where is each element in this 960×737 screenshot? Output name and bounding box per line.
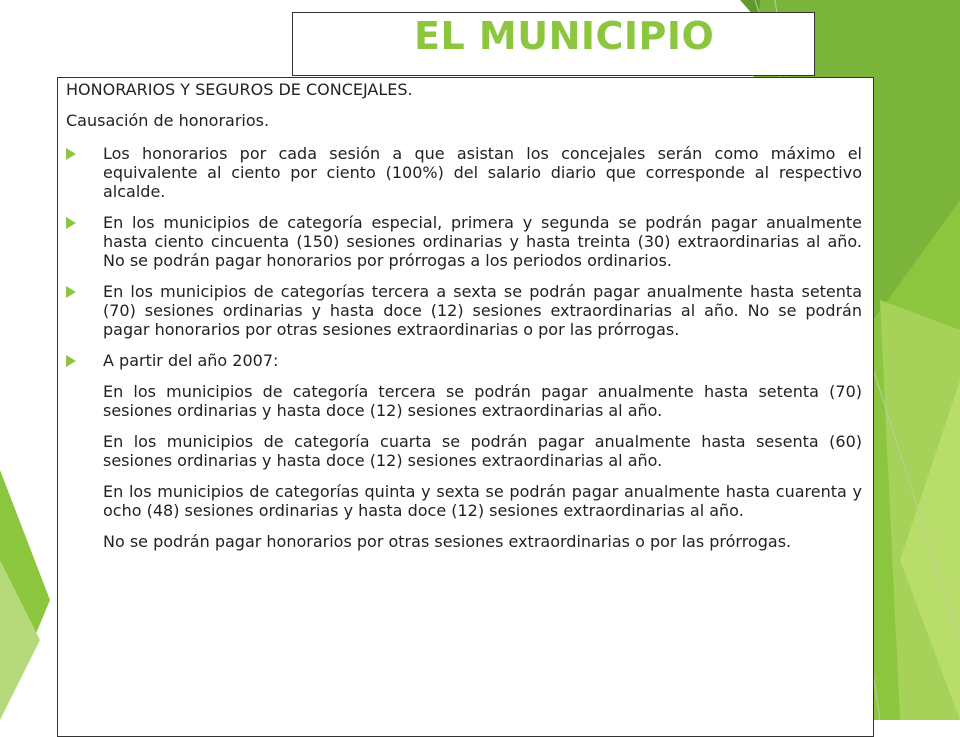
slide-title: EL MUNICIPIO <box>414 14 715 58</box>
bullet-arrow-icon <box>66 355 76 367</box>
slide-content <box>66 80 862 563</box>
bullet-text: A partir del año 2007: <box>103 351 279 370</box>
section-heading: HONORARIOS Y SEGUROS DE CONCEJALES. <box>66 80 413 99</box>
bullet-item <box>66 144 862 201</box>
bullet-item <box>66 282 862 339</box>
sub-paragraph: En los municipios de categoría cuarta se podrán pagar anualmente hasta sesenta (60) sesiones ordinarias y hasta doce (12) sesiones extraordinarias al año. <box>103 432 862 470</box>
bullet-arrow-icon <box>66 286 76 298</box>
bullet-text: Los honorarios por cada sesión a que asistan los concejales serán como máximo el equivalente al ciento por ciento (100%) del salario diario que corresponde al respectivo alcalde. <box>103 144 862 201</box>
bullet-item <box>66 213 862 270</box>
bullet-arrow-icon <box>66 148 76 160</box>
sub-paragraph: En los municipios de categorías quinta y sexta se podrán pagar anualmente hasta cuarenta y ocho (48) sesiones ordinarias y hasta doce (12) sesiones extraordinarias al año. <box>103 482 862 520</box>
bullet-item <box>66 351 862 370</box>
bullet-text: En los municipios de categorías tercera a sexta se podrán pagar anualmente hasta setenta (70) sesiones ordinarias y hasta doce (12) sesiones extraordinarias al año. No se podrán pagar honorarios por otras sesiones extraordinarias o por las prórrogas. <box>103 282 862 339</box>
section-subheading: Causación de honorarios. <box>66 111 270 130</box>
sub-paragraph: No se podrán pagar honorarios por otras sesiones extraordinarias o por las prórrogas. <box>103 532 792 551</box>
bullet-text: En los municipios de categoría especial, primera y segunda se podrán pagar anualmente hasta ciento cincuenta (150) sesiones ordinarias y hasta treinta (30) extraordinarias al año. No se podrán pagar honorarios por prórrogas a los periodos ordinarios. <box>103 213 862 270</box>
sub-paragraph: En los municipios de categoría tercera se podrán pagar anualmente hasta setenta (70) sesiones ordinarias y hasta doce (12) sesiones extraordinarias al año. <box>103 382 862 420</box>
bullet-arrow-icon <box>66 217 76 229</box>
